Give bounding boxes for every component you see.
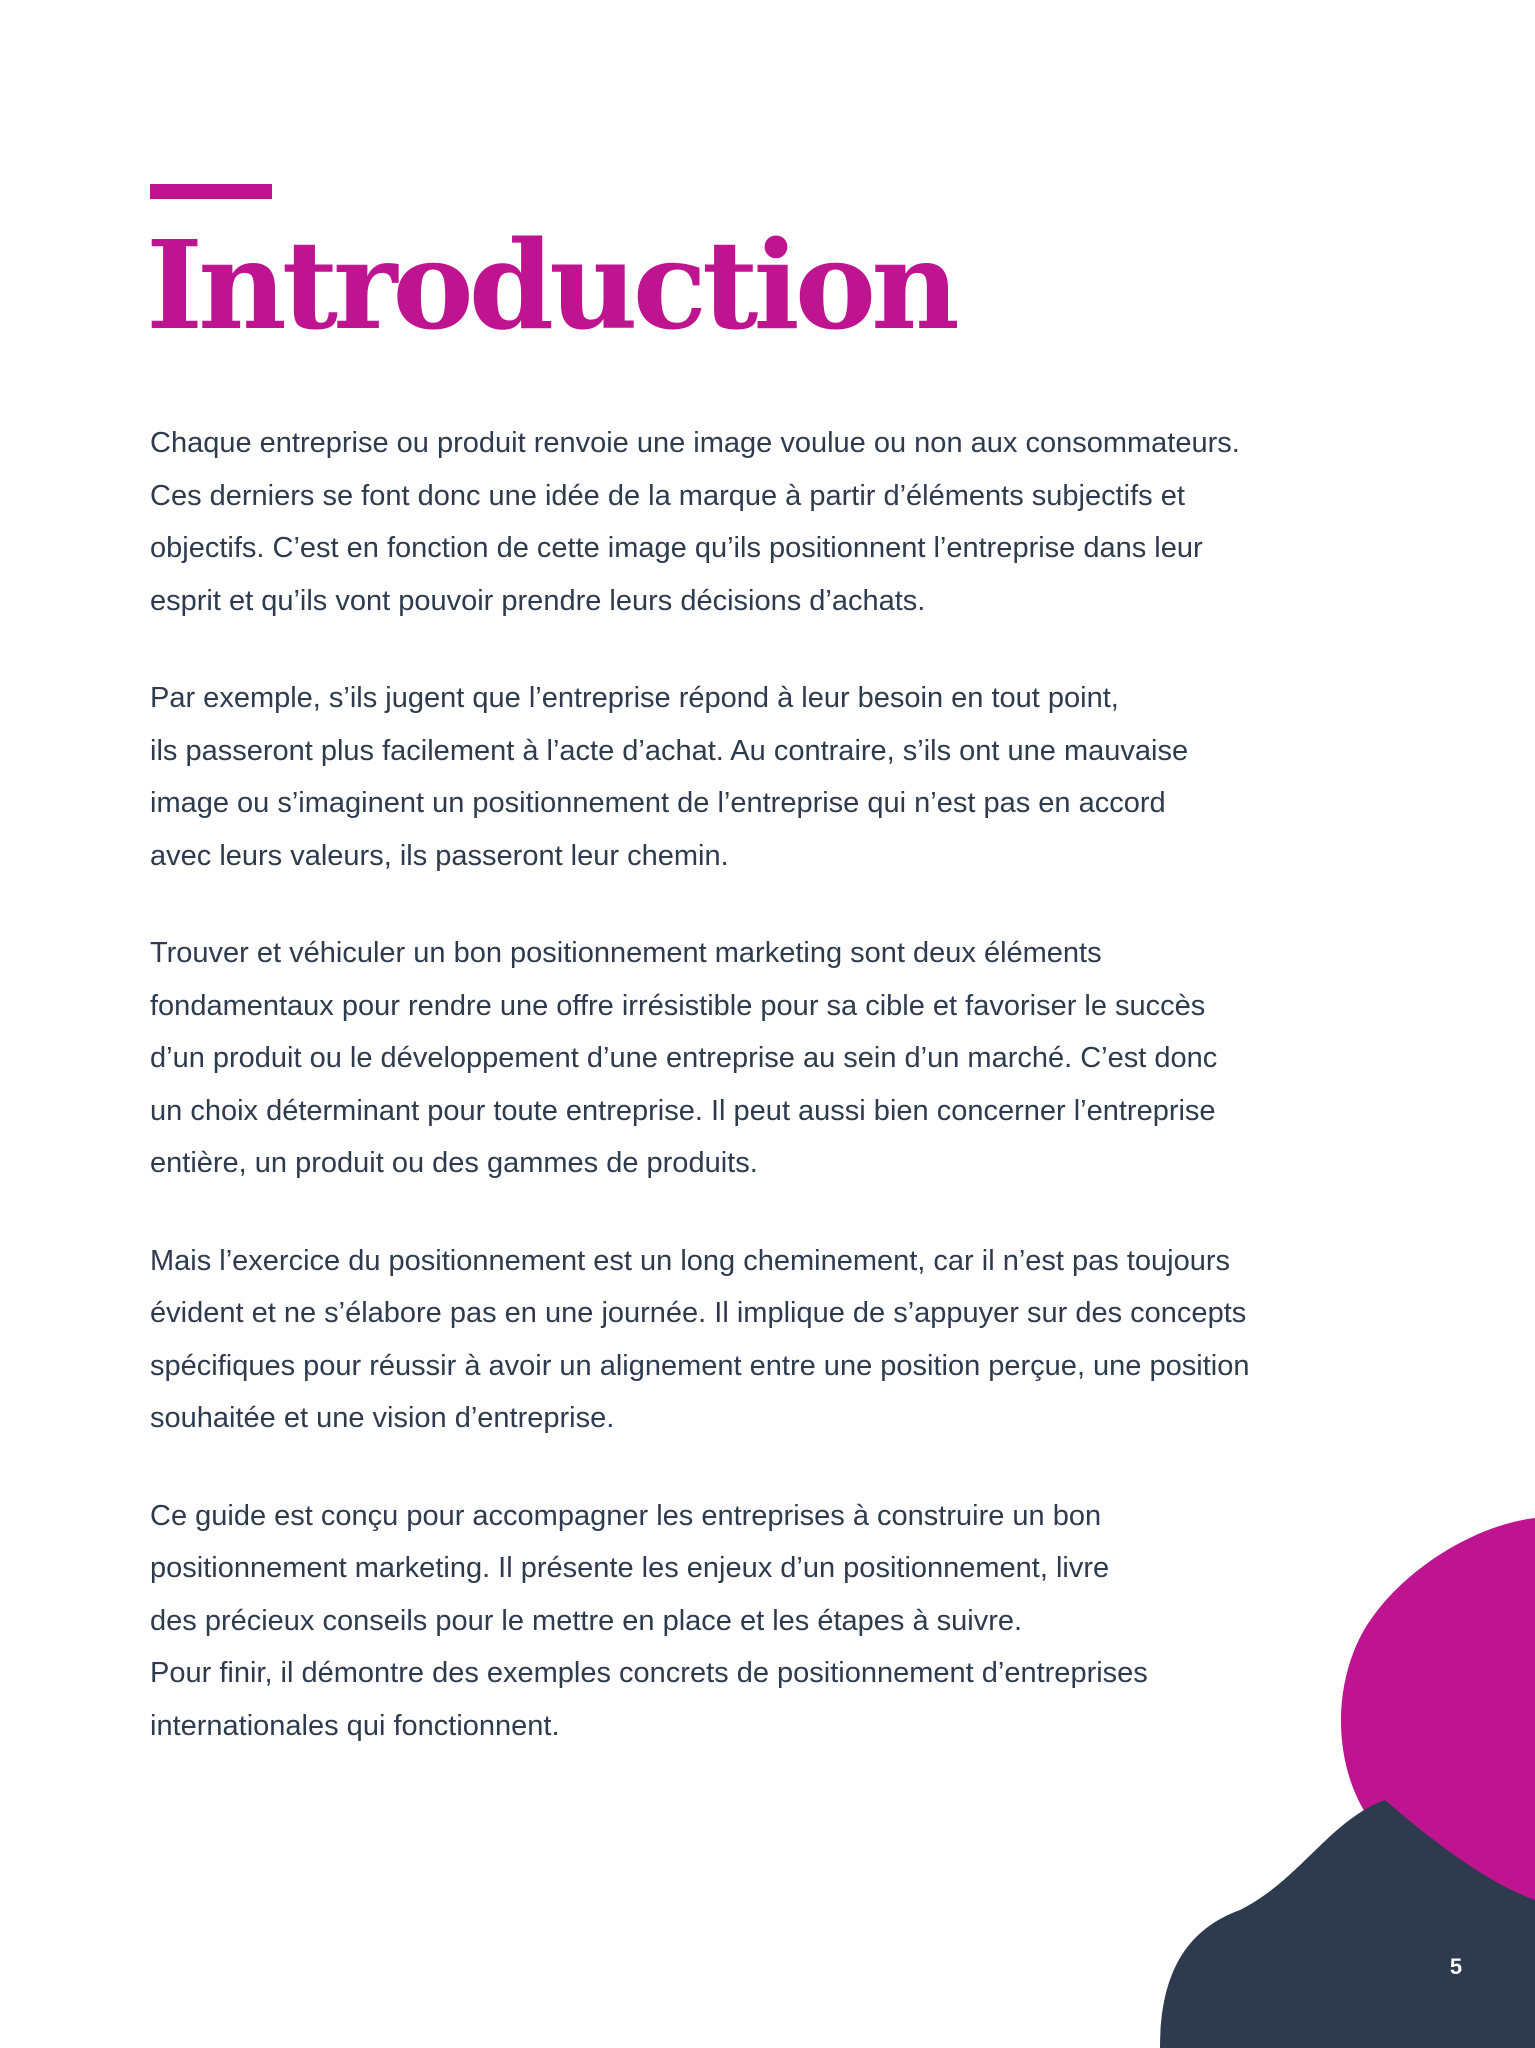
- text-line: Pour finir, il démontre des exemples concrets de positionnement d’entreprises: [150, 1657, 1148, 1689]
- text-line: ils passeront plus facilement à l’acte d’achat. Au contraire, s’ils ont une mauvaise: [150, 734, 1189, 767]
- text-line: internationales qui fonctionnent.: [150, 1709, 560, 1742]
- page-title: Introduction: [146, 213, 955, 357]
- text-line: Ces derniers se font donc une idée de la marque à partir d’éléments subjectifs et: [150, 479, 1185, 512]
- text-line: Trouver et véhiculer un bon positionnement marketing sont deux éléments: [150, 937, 1102, 969]
- page-number: 5: [1449, 1954, 1463, 1979]
- text-line: d’un produit ou le développement d’une entreprise au sein d’un marché. C’est donc: [150, 1042, 1218, 1074]
- text-line: avec leurs valeurs, ils passeront leur chemin.: [150, 839, 729, 872]
- text-line: Mais l’exercice du positionnement est un long cheminement, car il n’est pas toujours: [150, 1244, 1230, 1277]
- text-line: objectifs. C’est en fonction de cette image qu’ils positionnent l’entreprise dans leur: [150, 532, 1203, 564]
- text-line: image ou s’imaginent un positionnement de l’entreprise qui n’est pas en accord: [150, 787, 1166, 819]
- text-line: Chaque entreprise ou produit renvoie une image voulue ou non aux consommateurs.: [150, 427, 1240, 459]
- text-line: un choix déterminant pour toute entreprise. Il peut aussi bien concerner l’entreprise: [150, 1094, 1216, 1127]
- text-line: fondamentaux pour rendre une offre irrésistible pour sa cible et favoriser le succès: [150, 989, 1206, 1022]
- text-line: évident et ne s’élabore pas en une journée. Il implique de s’appuyer sur des concepts: [150, 1297, 1247, 1329]
- text-line: entière, un produit ou des gammes de produits.: [150, 1147, 758, 1179]
- text-line: spécifiques pour réussir à avoir un alignement entre une position perçue, une position: [150, 1349, 1250, 1382]
- text-line: Ce guide est conçu pour accompagner les entreprises à construire un bon: [150, 1499, 1102, 1532]
- text-line: Par exemple, s’ils jugent que l’entreprise répond à leur besoin en tout point,: [150, 682, 1119, 714]
- text-line: positionnement marketing. Il présente les enjeux d’un positionnement, livre: [150, 1552, 1110, 1584]
- text-line: des précieux conseils pour le mettre en place et les étapes à suivre.: [150, 1604, 1023, 1637]
- text-line: esprit et qu’ils vont pouvoir prendre leurs décisions d’achats.: [150, 584, 926, 617]
- text-line: souhaitée et une vision d’entreprise.: [150, 1402, 615, 1434]
